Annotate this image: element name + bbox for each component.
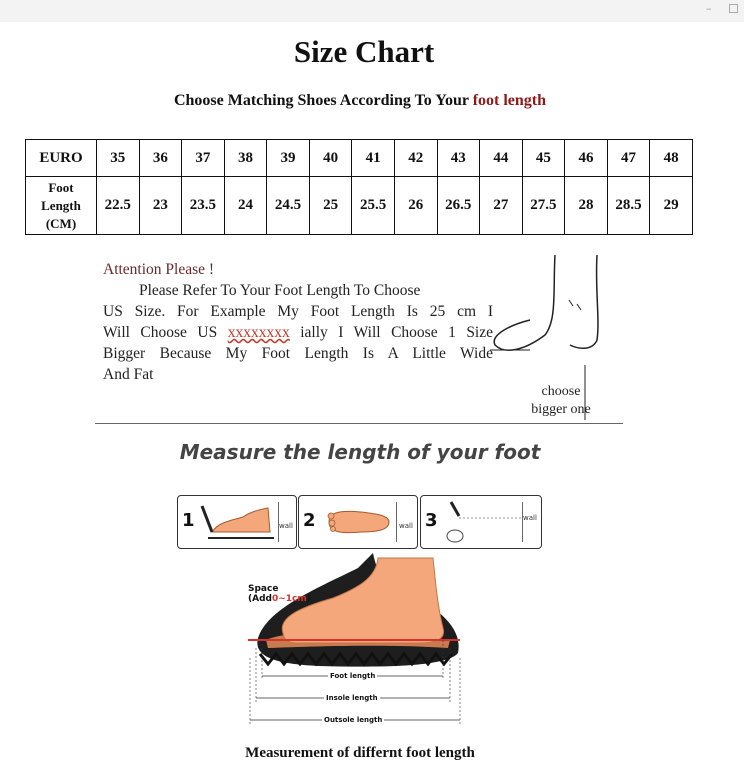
diagram-caption: Measurement of differnt foot length	[245, 745, 475, 761]
choose-line-1: choose	[541, 384, 581, 399]
note-line-2: US Size. For Example My Foot Length Is 25 cm I	[103, 303, 493, 320]
note-line-1: Please Refer To Your Foot Length To Choose	[139, 282, 421, 299]
space-value: 0~1cm	[271, 594, 307, 604]
space-line-1: Space	[248, 584, 279, 594]
foot-length-cell: 27.5	[522, 177, 565, 235]
euro-size-cell: 48	[650, 140, 693, 177]
minimize-icon[interactable]: –	[706, 2, 712, 15]
foot-length-cell: 25	[309, 177, 352, 235]
shoe-measurement-icon	[238, 548, 468, 733]
foot-length-label: Foot length	[330, 672, 376, 680]
note-line-4: Bigger Because My Foot Length Is A Little Wide	[103, 345, 493, 362]
euro-size-cell: 35	[97, 140, 140, 177]
wall-line	[522, 502, 523, 542]
insole-length-label: Insole length	[326, 694, 378, 702]
space-line-2	[248, 594, 311, 604]
subtitle-prefix: Choose Matching Shoes According To Your	[173, 92, 469, 109]
step-3-wall-label: wall	[523, 514, 537, 522]
attention-heading: Attention Please !	[103, 261, 215, 278]
outsole-length-label: Outsole length	[324, 716, 383, 724]
section-divider	[95, 423, 623, 424]
step-3-panel	[420, 495, 542, 549]
foot-length-row-label	[26, 177, 97, 235]
euro-size-cell: 42	[394, 140, 437, 177]
step-1-wall-label: wall	[279, 522, 293, 530]
euro-row	[26, 140, 693, 177]
window-titlebar	[0, 0, 744, 22]
foot-length-cell: 23	[139, 177, 182, 235]
foot-length-cell: 27	[480, 177, 523, 235]
foot-label-line1: Foot	[48, 179, 74, 195]
note-line-3-suffix: ially I Will Choose 1 Size	[300, 324, 494, 341]
wall-line	[278, 502, 279, 542]
space-add-prefix: (Add	[248, 594, 272, 604]
foot-length-cell: 24	[224, 177, 267, 235]
size-table	[25, 139, 693, 235]
wall-line	[396, 502, 397, 542]
note-line-3-prefix: Will Choose US	[103, 324, 218, 341]
pencil-mark-icon	[443, 500, 539, 544]
foot-length-cell: 24.5	[267, 177, 310, 235]
foot-top-icon	[321, 504, 395, 540]
foot-label-line2: Length	[41, 197, 81, 213]
euro-size-cell: 43	[437, 140, 480, 177]
foot-length-cell: 26.5	[437, 177, 480, 235]
subtitle-highlight: foot length	[472, 92, 547, 109]
measure-title: Measure the length of your foot	[179, 440, 541, 464]
euro-size-cell: 36	[139, 140, 182, 177]
step-2-wall-label: wall	[399, 522, 413, 530]
foot-length-cell: 29	[650, 177, 693, 235]
step-1-number: 1	[182, 510, 195, 531]
foot-length-cell: 23.5	[182, 177, 225, 235]
attention-note	[103, 259, 493, 385]
foot-ruler-icon	[198, 502, 278, 542]
page-subtitle	[0, 92, 720, 110]
step-3-number: 3	[425, 510, 438, 531]
euro-size-cell: 44	[480, 140, 523, 177]
euro-size-cell: 37	[182, 140, 225, 177]
foot-label-line3: (CM)	[45, 215, 77, 231]
foot-length-cell: 25.5	[352, 177, 395, 235]
note-line-3	[103, 322, 493, 343]
euro-size-cell: 47	[607, 140, 650, 177]
euro-row-label: EURO	[26, 140, 97, 177]
space-add-suffix: )	[306, 594, 311, 604]
step-2-panel	[298, 495, 418, 549]
page-title: Size Chart	[293, 34, 435, 69]
euro-size-cell: 41	[352, 140, 395, 177]
euro-size-cell: 40	[309, 140, 352, 177]
euro-size-cell: 38	[224, 140, 267, 177]
note-line-5: And Fat	[103, 366, 154, 383]
euro-size-cell: 45	[522, 140, 565, 177]
space-label	[248, 584, 311, 604]
foot-length-cell: 28.5	[607, 177, 650, 235]
foot-length-cell: 26	[394, 177, 437, 235]
choose-line-2: bigger one	[531, 402, 591, 417]
redacted-text: xxxxxxxx	[227, 324, 290, 341]
euro-size-cell: 46	[565, 140, 608, 177]
maximize-icon[interactable]	[729, 4, 738, 13]
step-2-number: 2	[303, 510, 316, 531]
euro-size-cell: 39	[267, 140, 310, 177]
foot-length-cell: 22.5	[97, 177, 140, 235]
choose-bigger-label	[520, 383, 602, 419]
foot-length-cell: 28	[565, 177, 608, 235]
foot-length-row	[26, 177, 693, 235]
step-1-panel	[177, 495, 297, 549]
